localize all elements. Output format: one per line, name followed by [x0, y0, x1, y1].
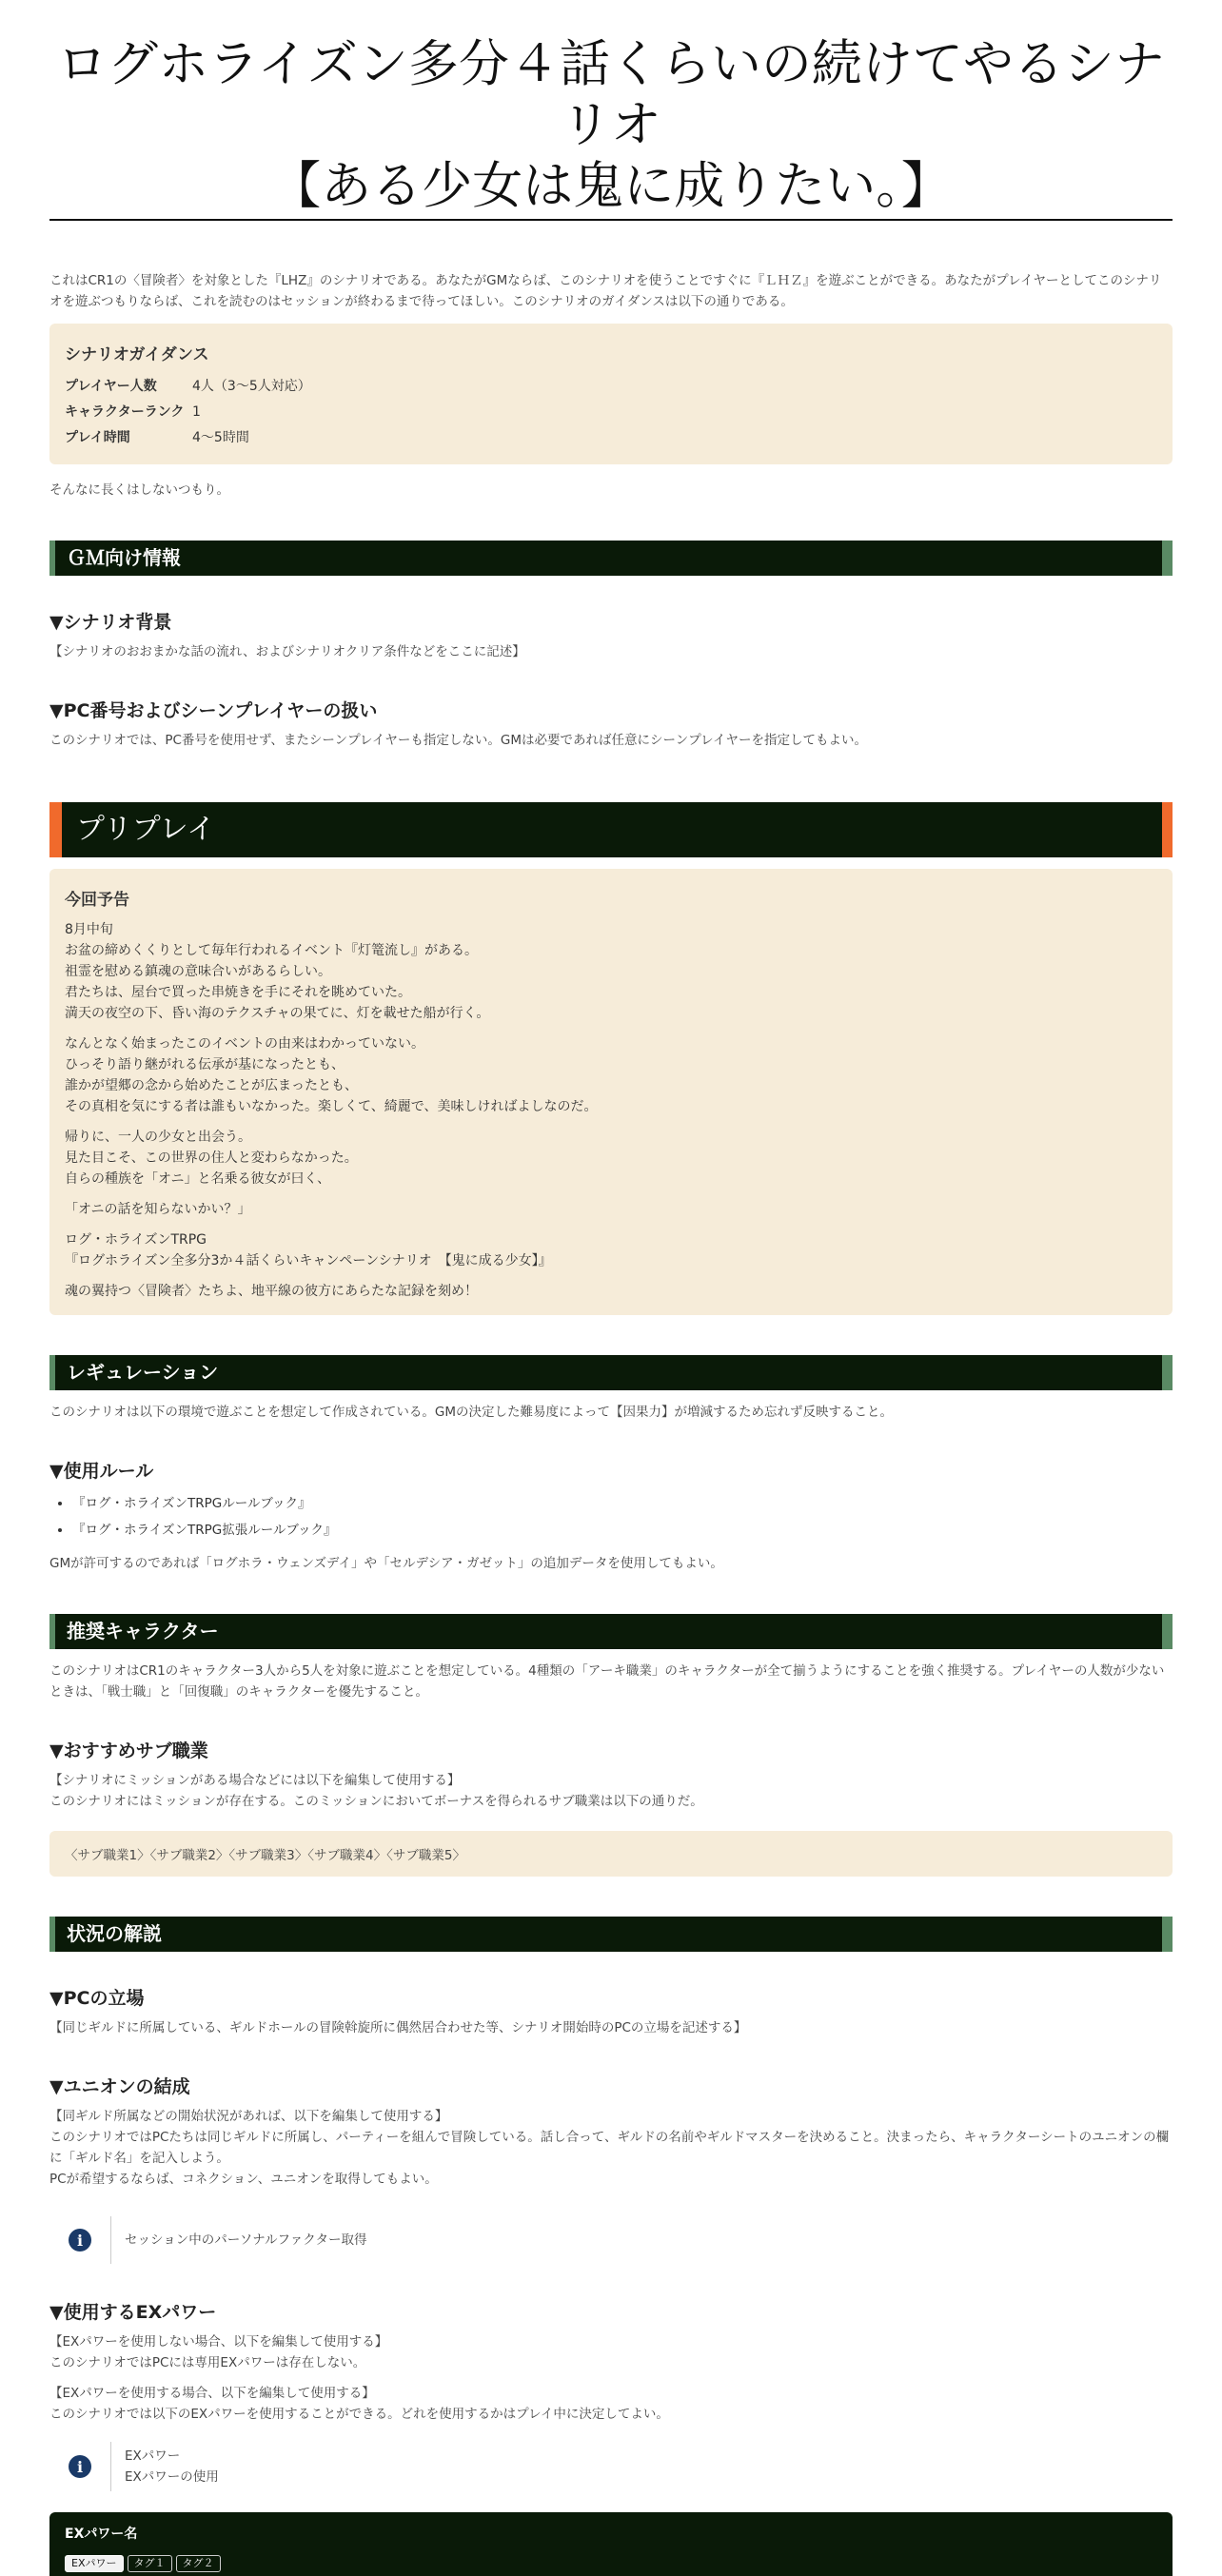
guidance-value: 4～5時間	[192, 430, 249, 445]
info-note	[49, 2216, 1173, 2264]
subheading-union: ▼ユニオンの結成	[49, 2076, 190, 2097]
list-item: • 『ログ・ホライズンTRPG拡張ルールブック』	[72, 1517, 1173, 1544]
story-line: ログ・ホライズンTRPG	[65, 1232, 207, 1248]
subheading-rules: ▼使用ルール	[49, 1461, 154, 1482]
rules-list	[49, 1490, 1173, 1544]
union-line: 【同ギルド所属などの開始状況があれば、以下を編集して使用する】	[49, 2109, 448, 2124]
sub-jobs-note: 【シナリオにミッションがある場合などには以下を編集して使用する】	[49, 1773, 461, 1788]
story-line: なんとなく始まったこのイベントの由来はわかっていない。	[65, 1036, 424, 1052]
sub-jobs-text: このシナリオにはミッションが存在する。このミッションにおいてボーナスを得られるサブ職業は以下の通りだ。	[49, 1794, 703, 1809]
union-line: このシナリオではPCたちは同じギルドに所属し、パーティーを組んで冒険している。話し合って、ギルドの名前やギルドマスターを決めること。決まったら、キャラクターシートのユニオンの欄に「ギルド名」を記入しよう。	[49, 2130, 1170, 2166]
guidance-key: キャラクターランク	[65, 404, 185, 420]
guidance-title: シナリオガイダンス	[65, 345, 209, 364]
intro-paragraph: これはCR1の〈冒険者〉を対象とした『LHZ』のシナリオである。あなたがGMならば、このシナリオを使うことですぐに『ＬＨＺ』を遊ぶことができる。あなたがプレイヤーとしてこのシナリオを遊ぶつもりならば、これを読むのはセッションが終わるまで待ってほしい。このシナリオのガイダンスは以下の通りである。	[49, 273, 1162, 309]
union-line: PCが希望するならば、コネクション、ユニオンを取得してもよい。	[49, 2172, 438, 2187]
guidance-key: プレイヤー人数	[65, 379, 157, 394]
guidance-value: 4人（3～5人対応）	[192, 379, 311, 394]
list-item: • 『ログ・ホライズンTRPGルールブック』	[72, 1490, 1173, 1517]
section-heading-text: 状況の解説	[67, 1922, 162, 1945]
story-line: お盆の締めくくりとして毎年行われるイベント『灯篭流し』がある。	[65, 943, 478, 958]
ex-power-name: EXパワー名	[65, 2527, 138, 2542]
ex-line: このシナリオではPCには専用EXパワーは存在しない。	[49, 2355, 366, 2370]
sub-jobs-tags: 〈サブ職業1〉〈サブ職業2〉〈サブ職業3〉〈サブ職業4〉〈サブ職業5〉	[65, 1848, 465, 1863]
pc-number-text: このシナリオでは、PC番号を使用せず、またシーンプレイヤーも指定しない。GMは必要であれば任意にシーンプレイヤーを指定してもよい。	[49, 733, 867, 748]
guidance-note: そんなに長くはしないつもり。	[49, 482, 229, 498]
info-note	[49, 2442, 1173, 2491]
subheading-ex-power: ▼使用するEXパワー	[49, 2302, 217, 2323]
info-line: EXパワーの使用	[125, 2469, 219, 2485]
section-heading-regulation	[49, 1355, 1173, 1390]
section-heading-text: レギュレーション	[67, 1361, 219, 1384]
section-heading-text: ＧＭ向け情報	[67, 546, 181, 569]
regulation-text: このシナリオは以下の環境で遊ぶことを想定して作成されている。GMの決定した難易度によって【因果力】が増減するため忘れず反映すること。	[49, 1405, 893, 1420]
story-line: 満天の夜空の下、昏い海のテクスチャの果てに、灯を載せた船が行く。	[65, 1006, 490, 1021]
subheading-pc-position: ▼PCの立場	[49, 1988, 145, 2009]
guidance-key: プレイ時間	[65, 430, 130, 445]
story-line: 8月中旬	[65, 922, 113, 937]
guidance-value: 1	[192, 404, 201, 420]
subheading-background: ▼シナリオ背景	[49, 612, 172, 633]
page-title	[49, 34, 1173, 217]
story-line: 誰かが望郷の念から始めたことが広まったとも、	[65, 1078, 358, 1093]
story-line: 君たちは、屋台で買った串焼きを手にそれを眺めていた。	[65, 985, 411, 1000]
tag-badge: タグ２	[176, 2555, 221, 2572]
section-heading-recommended	[49, 1614, 1173, 1649]
pc-position-text: 【同じギルドに所属している、ギルドホールの冒険斡旋所に偶然居合わせた等、シナリオ開始時のPCの立場を記述する】	[49, 2020, 747, 2035]
subheading-sub-jobs: ▼おすすめサブ職業	[49, 1740, 208, 1761]
ex-power-card	[49, 2512, 1173, 2576]
story-line: 「オニの話を知らないかい？」	[65, 1202, 251, 1217]
tag-badge: タグ１	[128, 2555, 172, 2572]
info-text: セッション中のパーソナルファクター取得	[125, 2232, 367, 2248]
info-icon: i	[69, 2455, 91, 2478]
story-line: その真相を気にする者は誰もいなかった。楽しくて、綺麗で、美味しければよしなのだ。	[65, 1099, 598, 1114]
title-divider	[49, 219, 1173, 221]
ex-line: 【EXパワーを使用する場合、以下を編集して使用する】	[49, 2386, 375, 2401]
section-heading-gm	[49, 541, 1173, 576]
background-text: 【シナリオのおおまかな話の流れ、およびシナリオクリア条件などをここに記述】	[49, 644, 525, 659]
recommend-text: このシナリオはCR1のキャラクター3人から5人を対象に遊ぶことを想定している。4種類の「アーキ職業」のキャラクターが全て揃うようにすることを強く推奨する。プレイヤーの人数が少ないときは、「戦士職」と「回復職」のキャラクターを優先すること。	[49, 1663, 1165, 1700]
story-line: 魂の翼持つ〈冒険者〉たちよ、地平線の彼方にあらたな記録を刻め！	[65, 1284, 478, 1299]
guidance-box	[49, 324, 1173, 464]
story-line: 祖霊を慰める鎮魂の意味合いがあるらしい。	[65, 964, 331, 979]
section-heading-situation	[49, 1917, 1173, 1952]
title-line-2: 【ある少女は鬼に成りたい。】	[270, 157, 952, 215]
tag-badge: EXパワー	[65, 2555, 124, 2572]
info-icon: i	[69, 2229, 91, 2252]
rules-extra: GMが許可するのであれば「ログホラ・ウェンズデイ」や「セルデシア・ガゼット」の追加データを使用してもよい。	[49, 1556, 723, 1571]
subheading-pc-number: ▼PC番号およびシーンプレイヤーの扱い	[49, 700, 378, 721]
title-line-1: ログホライズン多分４話くらいの続けてやるシナリオ	[57, 35, 1165, 154]
ex-line: このシナリオでは以下のEXパワーを使用することができる。どれを使用するかはプレイ中に決定してよい。	[49, 2407, 669, 2422]
info-line: EXパワー	[125, 2448, 181, 2464]
ex-line: 【EXパワーを使用しない場合、以下を編集して使用する】	[49, 2334, 388, 2350]
story-line: 『ログホライズン全多分3か４話くらいキャンペーンシナリオ 【鬼に成る少女】』	[65, 1253, 552, 1268]
section-heading-text: 推奨キャラクター	[67, 1620, 219, 1642]
preview-title: 今回予告	[65, 891, 129, 910]
info-text	[125, 2442, 219, 2491]
story-line: ひっそり語り継がれる伝承が基になったとも、	[65, 1057, 345, 1072]
story-line: 帰りに、一人の少女と出会う。	[65, 1130, 251, 1145]
guidance-row	[65, 425, 1157, 451]
section-heading-preplay	[49, 802, 1173, 857]
preview-box	[49, 869, 1173, 1315]
guidance-row	[65, 400, 1157, 425]
document	[49, 0, 1173, 2576]
story-line: 見た目こそ、この世界の住人と変わらなかった。	[65, 1150, 358, 1166]
story-line: 自らの種族を「オニ」と名乗る彼女が曰く、	[65, 1171, 331, 1187]
sub-jobs-box	[49, 1831, 1173, 1877]
guidance-row	[65, 374, 1157, 400]
section-heading-text: プリプレイ	[76, 813, 216, 846]
